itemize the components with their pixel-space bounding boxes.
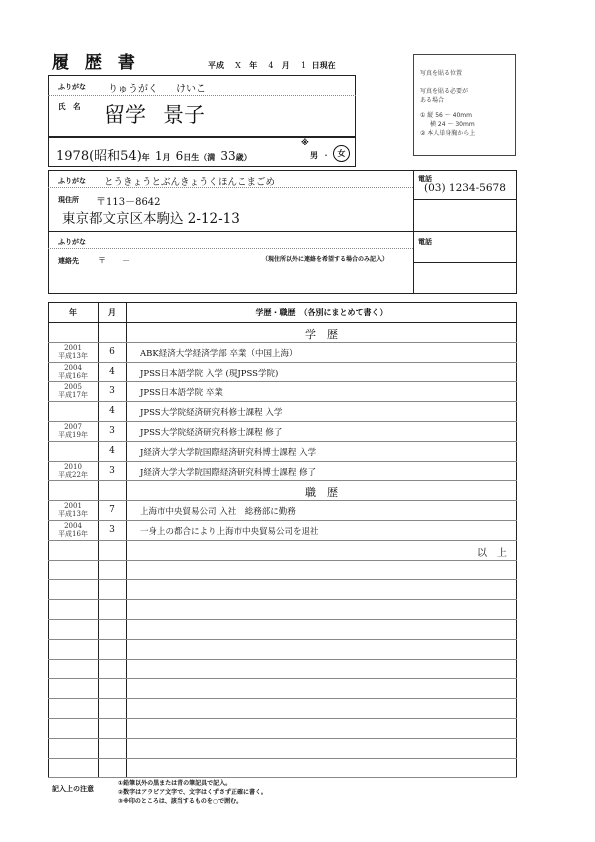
photo-area bbox=[413, 54, 516, 156]
history-year-japanese: 平成13年 bbox=[58, 351, 88, 360]
history-row[interactable] bbox=[48, 678, 517, 698]
history-year-western: 2004 bbox=[64, 363, 82, 372]
phone-column-divider bbox=[413, 170, 414, 294]
photo-text-5: 横 24 ～ 30mm bbox=[430, 121, 475, 128]
history-content-cell: ABK経済大学経済学部 卒業（中国上海） bbox=[140, 348, 298, 359]
history-row[interactable] bbox=[48, 480, 517, 500]
birth-day-unit: 日生（満 bbox=[183, 153, 216, 162]
history-year-japanese: 平成19年 bbox=[58, 431, 88, 439]
notes-line-1: ①鉛筆以外の黒または青の筆記具で記入。 bbox=[118, 780, 232, 787]
history-end-mark: 以 上 bbox=[477, 547, 507, 559]
history-year-cell bbox=[48, 344, 98, 360]
photo-text-4: ① 縦 56 ～ 40mm bbox=[420, 112, 472, 119]
history-year-cell bbox=[48, 423, 98, 439]
history-row[interactable] bbox=[48, 441, 517, 461]
history-month-cell: 3 bbox=[109, 465, 115, 476]
address-value[interactable]: 東京都文京区本駒込 2-12-13 bbox=[62, 211, 240, 227]
birth-age[interactable]: 33 bbox=[220, 149, 236, 163]
history-row[interactable] bbox=[48, 659, 517, 679]
photo-text-1: 写真を貼る位置 bbox=[420, 70, 463, 77]
history-year-cell bbox=[48, 364, 98, 380]
name-furigana-family[interactable]: りゅうがく bbox=[108, 84, 158, 95]
gender-male[interactable]: 男 bbox=[310, 151, 318, 160]
history-row[interactable] bbox=[48, 500, 517, 520]
history-row[interactable] bbox=[48, 579, 517, 599]
history-content-cell: J経済大学大学院国際経済研究科博士課程 修了 bbox=[140, 467, 317, 478]
history-row[interactable] bbox=[48, 342, 517, 362]
phone-divider-1 bbox=[413, 199, 517, 200]
date-day-suffix: 日現在 bbox=[311, 61, 336, 70]
gender-female[interactable]: 女 bbox=[337, 149, 346, 158]
history-row[interactable] bbox=[48, 718, 517, 738]
history-content-cell: JPSS日本語学院 卒業 bbox=[140, 388, 223, 399]
history-section-heading: 職 歴 bbox=[305, 486, 338, 500]
birth-line bbox=[56, 145, 252, 164]
history-row[interactable] bbox=[48, 421, 517, 441]
address-furigana-label: ふりがな bbox=[58, 177, 86, 185]
contact-note: （現住所以外に連絡を希望する場合のみ記入） bbox=[262, 256, 389, 263]
history-year-japanese: 平成13年 bbox=[58, 510, 88, 519]
birth-year[interactable]: 1978(昭和54) bbox=[56, 149, 142, 164]
history-content-cell: JPSS日本語学院 入学 (現JPSS学院) bbox=[140, 368, 279, 379]
history-year-japanese: 平成17年 bbox=[58, 391, 88, 400]
history-year-japanese: 平成16年 bbox=[58, 371, 88, 380]
history-month-cell: 4 bbox=[109, 445, 115, 456]
gender-dot: ・ bbox=[322, 151, 330, 160]
history-row[interactable] bbox=[48, 461, 517, 481]
history-content-cell: 上海市中央貿易公司 入社 総務部に勤務 bbox=[140, 507, 296, 518]
history-month-cell: 6 bbox=[109, 346, 115, 357]
history-row[interactable] bbox=[48, 738, 517, 758]
history-month-cell: 7 bbox=[109, 505, 115, 516]
birth-month-unit: 月 bbox=[162, 153, 171, 162]
date-line bbox=[208, 60, 336, 71]
history-header-month: 月 bbox=[108, 308, 116, 317]
name-given[interactable]: 景子 bbox=[163, 103, 205, 127]
history-section-heading: 学 歴 bbox=[305, 328, 338, 341]
history-row[interactable] bbox=[48, 381, 517, 401]
history-row[interactable] bbox=[48, 560, 517, 580]
history-year-japanese: 平成22年 bbox=[58, 470, 88, 479]
notes-label: 記入上の注意 bbox=[52, 785, 94, 793]
history-content-cell: JPSS大学院経済研究科修士課程 入学 bbox=[140, 408, 283, 419]
history-year-western: 2007 bbox=[64, 423, 82, 431]
notes-line-2: ②数字はアラビア文字で、文字はくずさず正確に書く。 bbox=[118, 789, 267, 796]
birth-day[interactable]: 6 bbox=[175, 149, 184, 163]
contact-label: 連絡先 bbox=[58, 257, 79, 265]
history-header-content: 学歴・職歴 （各別にまとめて書く） bbox=[255, 308, 388, 317]
document-title: 履 歴 書 bbox=[52, 53, 140, 73]
address-phone-label: 電話 bbox=[418, 175, 432, 183]
address-postal[interactable]: 〒113－8642 bbox=[96, 197, 161, 208]
date-era: 平成 bbox=[208, 61, 224, 70]
date-month: 4 bbox=[268, 61, 274, 70]
address-furigana[interactable]: とうきょうとぶんきょうくほんこまごめ bbox=[104, 177, 276, 188]
photo-text-2: 写真を貼る必要が bbox=[420, 88, 469, 95]
history-row[interactable] bbox=[48, 698, 517, 718]
address-contact-divider bbox=[48, 231, 517, 232]
history-year-western: 2001 bbox=[64, 502, 82, 511]
contact-furigana-label: ふりがな bbox=[58, 238, 86, 246]
history-year-western: 2001 bbox=[64, 343, 82, 352]
gender-note-mark: ※ bbox=[301, 138, 309, 147]
phone-divider-2 bbox=[413, 262, 517, 263]
contact-furigana-divider bbox=[48, 248, 413, 249]
birth-month[interactable]: 1 bbox=[154, 149, 163, 163]
birth-age-unit: 歳） bbox=[235, 153, 252, 162]
contact-phone-label: 電話 bbox=[418, 238, 432, 246]
address-label: 現住所 bbox=[58, 196, 79, 204]
name-family[interactable]: 留学 bbox=[104, 103, 146, 127]
history-month-cell: 3 bbox=[109, 525, 115, 535]
history-row[interactable] bbox=[48, 619, 517, 639]
address-phone[interactable]: (03) 1234-5678 bbox=[424, 182, 506, 194]
name-furigana-divider bbox=[48, 95, 356, 96]
history-row[interactable] bbox=[48, 639, 517, 659]
history-year-cell bbox=[48, 502, 98, 518]
history-year-cell bbox=[48, 383, 98, 399]
photo-text-3: ある場合 bbox=[420, 97, 445, 104]
name-furigana-given[interactable]: けいこ bbox=[176, 84, 206, 95]
history-content-cell: JPSS大学院経済研究科修士課程 修了 bbox=[140, 428, 283, 438]
history-row[interactable] bbox=[48, 322, 517, 342]
history-row[interactable] bbox=[48, 520, 517, 540]
history-year-western: 2010 bbox=[64, 462, 82, 471]
history-content-cell: J経済大学大学院国際経済研究科博士課程 入学 bbox=[140, 447, 317, 458]
history-row[interactable] bbox=[48, 362, 517, 382]
history-row[interactable] bbox=[48, 599, 517, 619]
history-year-cell bbox=[48, 463, 98, 479]
date-month-unit: 月 bbox=[281, 61, 290, 70]
date-year-unit: 年 bbox=[249, 61, 258, 70]
contact-postal[interactable]: 〒 － bbox=[98, 256, 130, 265]
history-year-japanese: 平成16年 bbox=[58, 530, 88, 538]
photo-text-6: ② 本人単身胸から上 bbox=[420, 130, 476, 137]
history-month-cell: 4 bbox=[109, 406, 115, 417]
birth-year-unit: 年 bbox=[141, 153, 150, 162]
history-row[interactable] bbox=[48, 401, 517, 421]
history-row[interactable] bbox=[48, 758, 517, 778]
history-row[interactable] bbox=[48, 540, 517, 560]
history-month-cell: 3 bbox=[109, 386, 115, 397]
history-year-western: 2004 bbox=[64, 522, 82, 530]
history-month-cell: 3 bbox=[109, 426, 115, 436]
name-furigana-label: ふりがな bbox=[58, 83, 86, 91]
name-label: 氏 名 bbox=[58, 102, 81, 111]
history-header-year: 年 bbox=[69, 308, 77, 317]
history-month-cell: 4 bbox=[109, 366, 115, 377]
date-year: X bbox=[235, 61, 241, 70]
date-day: 1 bbox=[300, 61, 307, 70]
notes-line-3: ③※印のところは、該当するものを○で囲む。 bbox=[118, 798, 243, 805]
history-year-western: 2005 bbox=[64, 383, 82, 392]
history-content-cell: 一身上の都合により上海市中央貿易公司を退社 bbox=[140, 527, 319, 537]
history-year-cell bbox=[48, 522, 98, 538]
